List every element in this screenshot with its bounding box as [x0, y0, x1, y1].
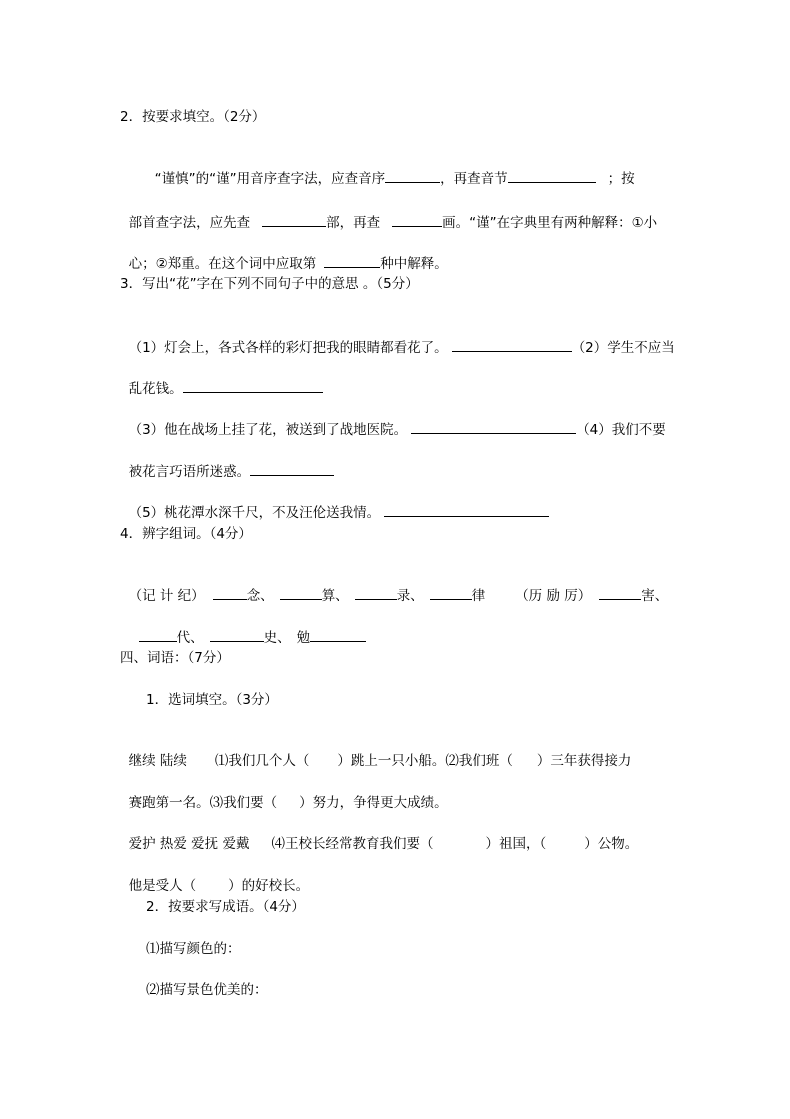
q3-line-4: 被花言巧语所迷惑。: [120, 441, 790, 482]
blank-bushou[interactable]: [262, 212, 326, 227]
p1-line-2: 赛跑第一名。⑶我们要（ ）努力，争得更大成绩。: [128, 795, 448, 811]
q2-heading: 2．按要求填空。（2分）: [120, 109, 266, 125]
blank-w4[interactable]: [430, 585, 472, 600]
sec4-p1-heading: 1．选词填空。（3分）: [146, 692, 278, 708]
blank-w6[interactable]: [139, 627, 177, 642]
q2-line-2: 部首查字法，应先查 部，再查 画。“谨”在字典里有两种解释：①小: [120, 192, 790, 233]
blank-w5[interactable]: [599, 585, 641, 600]
blank-jieshi[interactable]: [324, 253, 380, 268]
sec4-p2-heading: 2．按要求写成语。（4分）: [146, 899, 305, 915]
q2-line-1: “谨慎”的“谨”用音序查字法，应查音序 ，再查音节 ；按: [146, 148, 790, 189]
q3-line-3: （3）他在战场上挂了花，被送到了战地医院。 （4）我们不要: [120, 399, 790, 440]
q3-line-5: （5）桃花潭水深千尺，不及汪伦送我情。: [120, 482, 790, 523]
q3-line-2: 乱花钱。: [120, 358, 790, 399]
blank-s5[interactable]: [384, 502, 549, 517]
sec4-heading: 四、词语：（7分）: [120, 650, 230, 666]
q4-line-2: 代、 史、 勉: [130, 607, 790, 648]
blank-s4[interactable]: [250, 461, 334, 476]
p2-item-2: ⑵描写景色优美的：: [146, 982, 268, 998]
p1-line-3: 爱护 热爱 爱抚 爱戴 ⑷王校长经常教育我们要（ ）祖国，（ ）公物。: [128, 836, 639, 852]
blank-w7[interactable]: [210, 627, 264, 642]
q4-line-1: （记 计 纪） 念、 算、 录、 律 （历 励 厉） 害、: [120, 565, 790, 606]
blank-w2[interactable]: [280, 585, 322, 600]
q4-heading: 4．辨字组词。（4分）: [120, 526, 252, 542]
blank-w8[interactable]: [310, 627, 366, 642]
blank-s1[interactable]: [452, 337, 572, 352]
blank-w3[interactable]: [355, 585, 397, 600]
blank-yinjie[interactable]: [508, 168, 596, 183]
blank-s2[interactable]: [183, 378, 323, 393]
p2-item-1: ⑴描写颜色的：: [146, 941, 241, 957]
p1-line-1: 继续 陆续 ⑴我们几个人（ ）跳上一只小船。⑵我们班（ ）三年获得接力: [128, 753, 632, 769]
p1-line-4: 他是受人（ ）的好校长。: [128, 878, 310, 894]
blank-bihua[interactable]: [392, 212, 442, 227]
blank-s3[interactable]: [411, 419, 576, 434]
q3-heading: 3．写出“花”字在下列不同句子中的意思 。（5分）: [120, 276, 419, 292]
q3-line-1: （1）灯会上，各式各样的彩灯把我的眼睛都看花了。 （2）学生不应当: [120, 317, 790, 358]
q2-line-3: 心；②郑重。在这个词中应取第 种中解释。: [120, 233, 790, 274]
blank-yinxu[interactable]: [385, 168, 440, 183]
blank-w1[interactable]: [213, 585, 247, 600]
